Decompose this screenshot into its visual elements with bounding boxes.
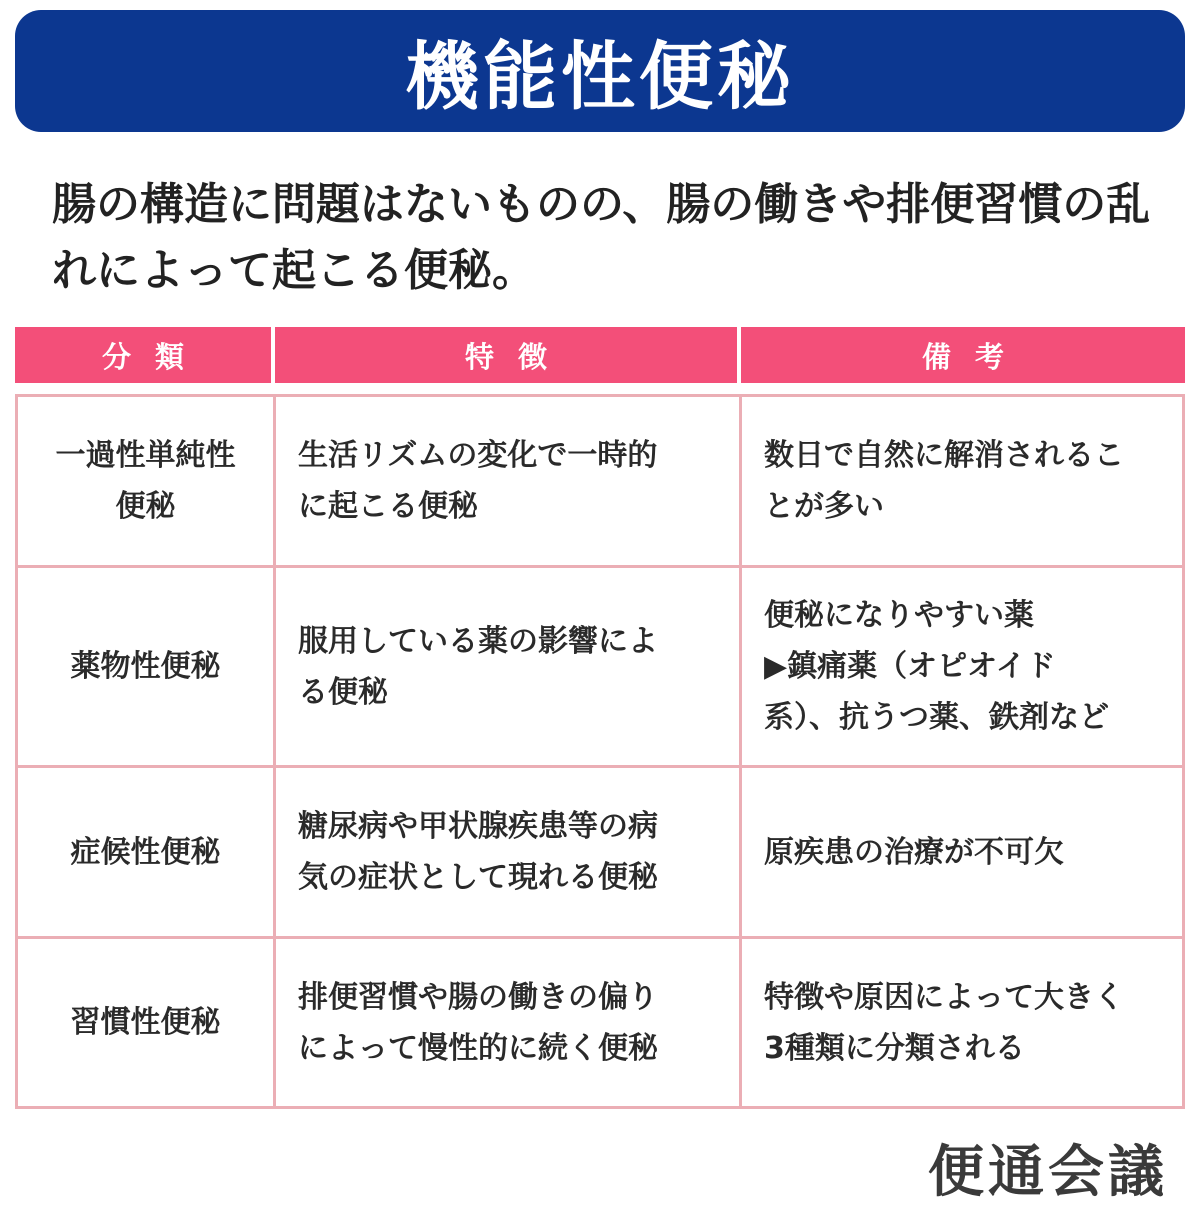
brand-logo: 便通会議 xyxy=(928,1140,1168,1205)
intro-text: 腸の構造に問題はないものの、腸の働きや排便習慣の乱れによって起こる便秘。 xyxy=(52,179,1151,296)
title-banner xyxy=(15,10,1185,132)
table-row-3-feature: 糖尿病や甲状腺疾患等の病 気の症状として現れる便秘 xyxy=(298,809,658,895)
table-row-4-note: 特徴や原因によって大きく 3種類に分類される xyxy=(764,979,1124,1066)
page-title: 機能性便秘 xyxy=(405,34,795,120)
constipation-table xyxy=(15,394,1185,1109)
header-note: 備考 xyxy=(741,327,1185,383)
table-row-3-note: 原疾患の治療が不可欠 xyxy=(764,834,1064,870)
header-feature: 特徴 xyxy=(275,327,737,383)
table-header xyxy=(15,327,1185,383)
table-row-2-category: 薬物性便秘 xyxy=(70,649,221,684)
table-row-2-feature: 服用している薬の影響によ る便秘 xyxy=(298,623,658,710)
header-category: 分類 xyxy=(15,327,271,383)
table-row-3-category: 症候性便秘 xyxy=(70,834,221,870)
table-row-4-feature: 排便習慣や腸の働きの偏り によって慢性的に続く便秘 xyxy=(298,979,658,1066)
table-row-1-feature: 生活リズムの変化で一時的 に起こる便秘 xyxy=(298,438,658,524)
table-row-2-note: 便秘になりやすい薬 ▶鎮痛薬（オピオイド 系）、抗うつ薬、鉄剤など xyxy=(764,598,1109,735)
table-row-1-category: 一過性単純性 便秘 xyxy=(55,438,236,524)
table-row-1-note: 数日で自然に解消されるこ とが多い xyxy=(764,438,1124,524)
table-row-4-category: 習慣性便秘 xyxy=(70,1005,221,1040)
